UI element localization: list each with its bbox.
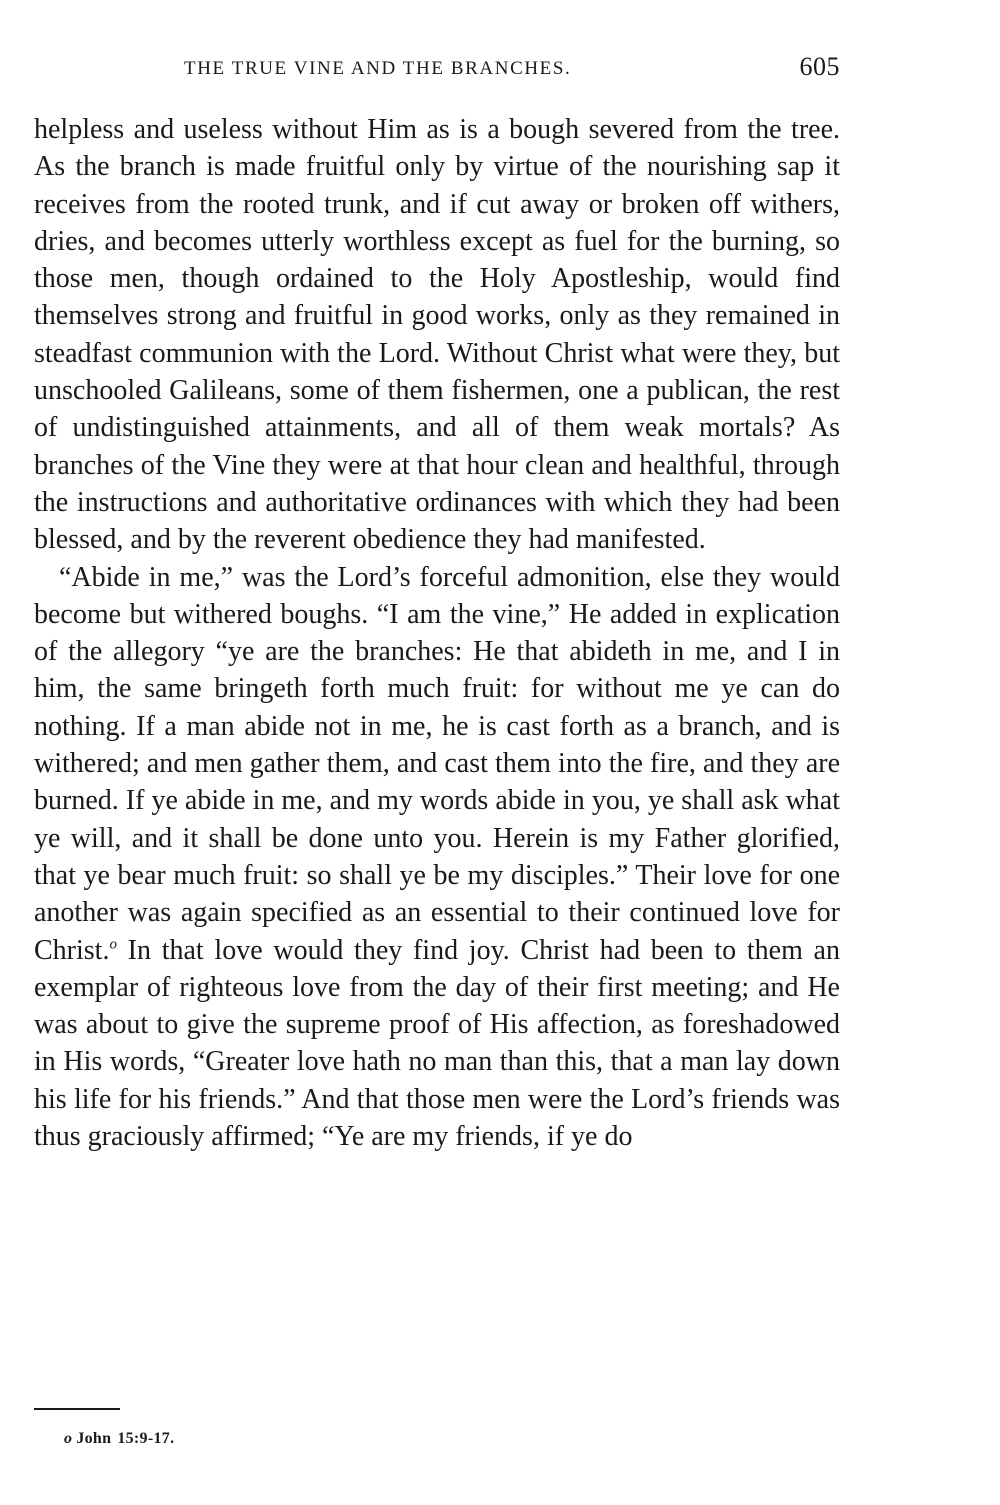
paragraph-1: helpless and useless without Him as is a bough severed from the tree. As the branch is made fruitful only by virtue of the nourishing sap it receives from the rooted trunk, and if cut away or broken off withers, dries, and becomes utterly worthless except as fuel for the burning, so those men, though ordained to the Holy Apostleship, would find themselves strong and fruitful in good works, only as they remained in steadfast communion with the Lord. Without Christ what were they, but unschooled Galileans, some of them fishermen, one a publican, the rest of undistinguished attainments, and all of them weak mortals? As branches of the Vine they were at that hour clean and healthful, through the instructions and authoritative ordinances with which they had been blessed, and by the reverent obedience they had manifested.: [34, 114, 840, 556]
paragraph-2-text-before-note: “Abide in me,” was the Lord’s forceful admonition, else they would become but withered boughs. “I am the vine,” He added in explication of the allegory “ye are the branches: He that abideth in me, and I in him, the same bringeth forth much fruit: for without me ye can do nothing. If a man abide not in me, he is cast forth as a branch, and is withered; and men gather them, and cast them into the fire, and they are burned. If ye abide in me, and my words abide in you, ye shall ask what ye will, and it shall be done unto you. Herein is my Father glorified, that ye bear much fruit: so shall ye be my disciples.” Their love for one another was again specified as an essential to their continued love for Christ.: [34, 561, 840, 966]
footnote-reference-mark: o: [109, 936, 117, 953]
paragraph-2-text-after-note: In that love would they find joy. Christ had been to them an exemplar of righteous love from the day of their first meeting; and He was about to give the supreme proof of His affection, as foreshadowed in His words, “Greater love hath no man than this, that a man lay down his life for his friends.” And that those men were the Lord’s friends was thus graciously affirmed; “Ye are my friends, if ye do: [34, 934, 840, 1153]
footnote-reference: 15:9-17.: [117, 1430, 175, 1447]
footnote-mark: o: [64, 1430, 73, 1447]
page-number: 605: [799, 52, 840, 81]
footnote: [64, 1430, 174, 1448]
paragraph-2: [34, 559, 840, 1156]
body-text: [34, 111, 840, 1155]
running-head: [34, 52, 840, 86]
running-title: THE TRUE VINE AND THE BRANCHES.: [184, 58, 572, 79]
footnote-divider: [34, 1408, 120, 1410]
footnote-source: John: [76, 1430, 112, 1447]
